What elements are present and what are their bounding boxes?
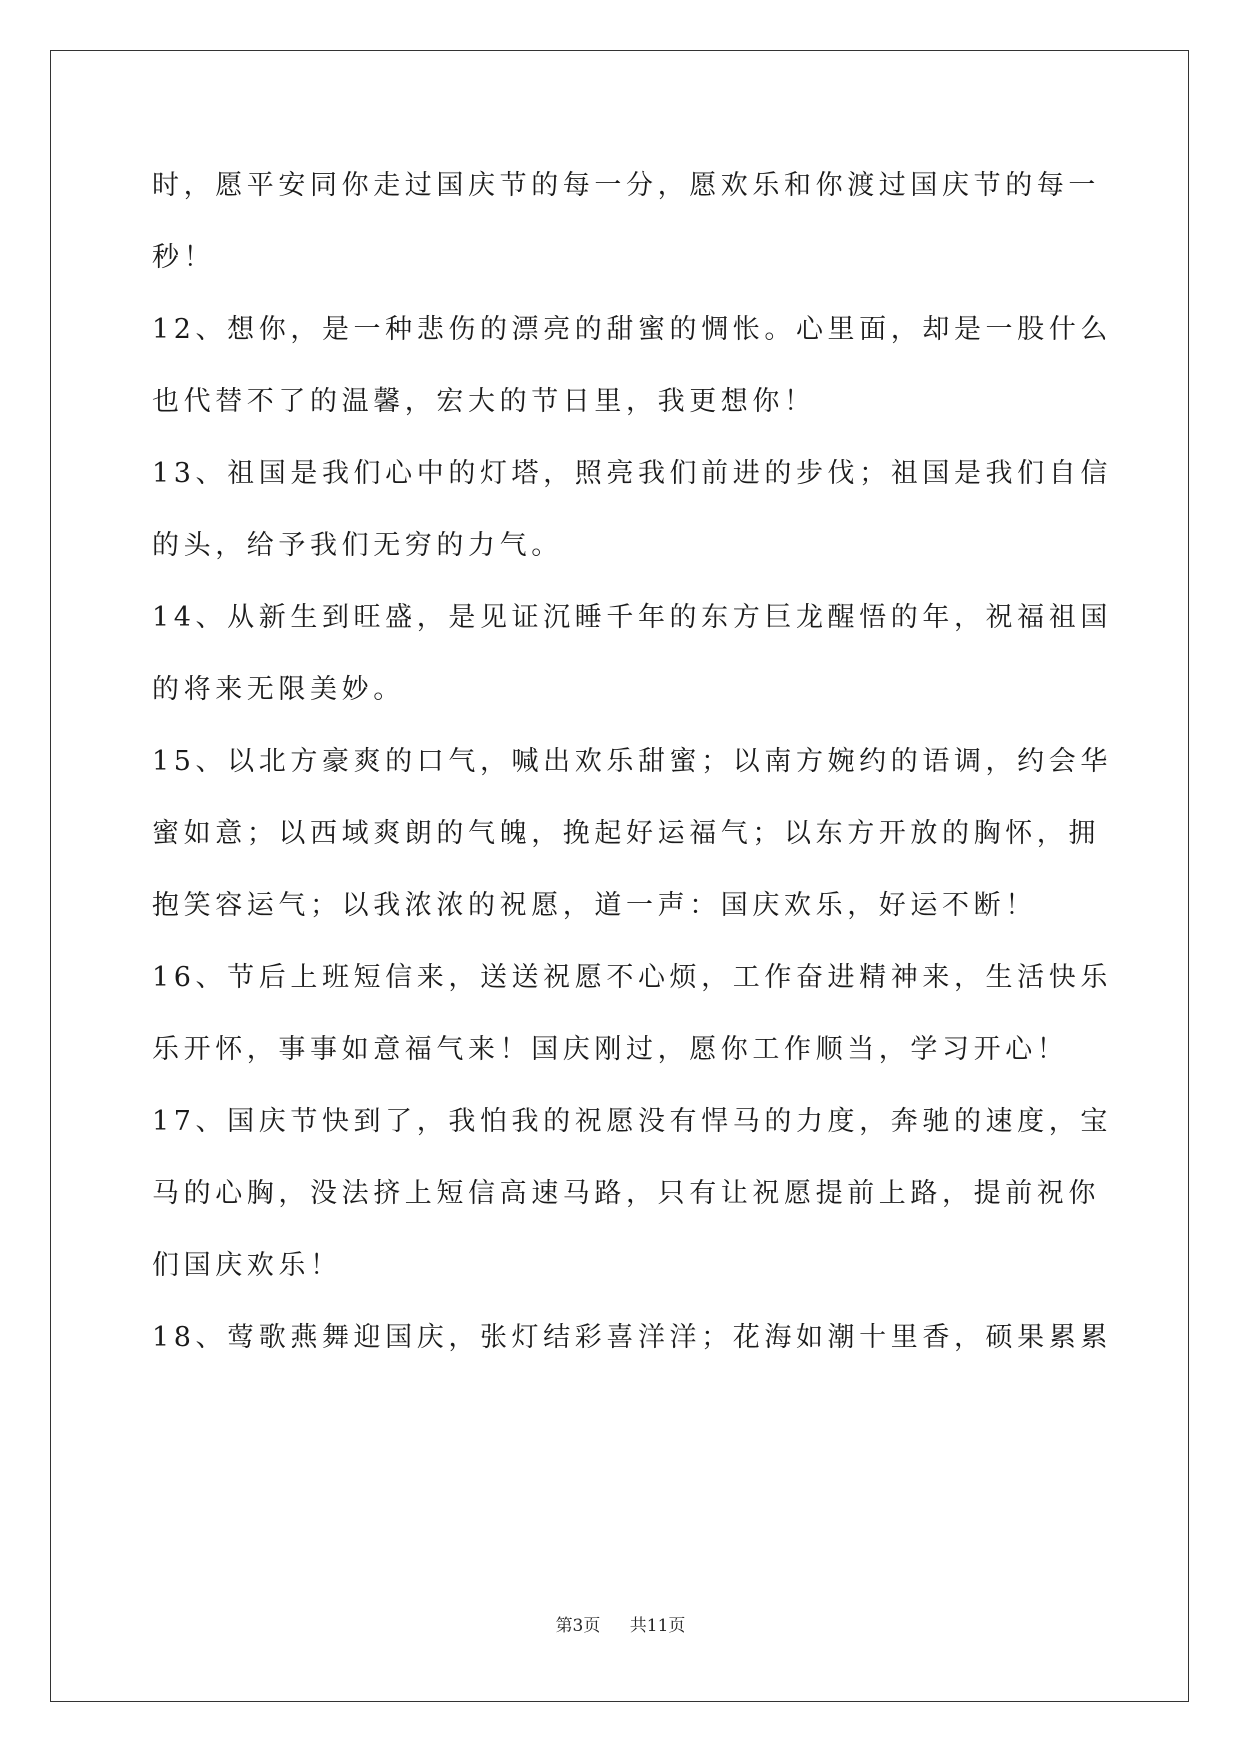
text-line: 也代替不了的温馨，宏大的节日里，我更想你！ — [152, 386, 816, 417]
text-line: 18、莺歌燕舞迎国庆，张灯结彩喜洋洋；花海如潮十里香，硕果累累 — [152, 1322, 1112, 1353]
text-line: 马的心胸，没法挤上短信高速马路，只有让祝愿提前上路，提前祝你 — [152, 1178, 1100, 1209]
text-line: 13、祖国是我们心中的灯塔，照亮我们前进的步伐；祖国是我们自信 — [152, 458, 1112, 489]
text-line: 15、以北方豪爽的口气，喊出欢乐甜蜜；以南方婉约的语调，约会华 — [152, 746, 1112, 777]
text-line: 抱笑容运气；以我浓浓的祝愿，道一声：国庆欢乐，好运不断！ — [152, 890, 1037, 921]
text-line: 时，愿平安同你走过国庆节的每一分，愿欢乐和你渡过国庆节的每一 — [152, 170, 1100, 201]
text-line: 17、国庆节快到了，我怕我的祝愿没有悍马的力度，奔驰的速度，宝 — [152, 1106, 1112, 1137]
text-line: 的头，给予我们无穷的力气。 — [152, 530, 563, 561]
page-footer — [0, 1611, 1241, 1636]
text-line: 14、从新生到旺盛，是见证沉睡千年的东方巨龙醒悟的年，祝福祖国 — [152, 602, 1112, 633]
document-body — [152, 150, 1112, 1374]
page-number-total: 共11页 — [629, 1616, 686, 1636]
text-line: 们国庆欢乐！ — [152, 1250, 342, 1281]
text-line: 12、想你，是一种悲伤的漂亮的甜蜜的惆怅。心里面，却是一股什么 — [152, 314, 1112, 345]
text-line: 的将来无限美妙。 — [152, 674, 405, 705]
text-line: 16、节后上班短信来，送送祝愿不心烦，工作奋进精神来，生活快乐 — [152, 962, 1112, 993]
text-line: 蜜如意；以西域爽朗的气魄，挽起好运福气；以东方开放的胸怀，拥 — [152, 818, 1100, 849]
text-line: 秒！ — [152, 242, 216, 273]
page-number-current: 第3页 — [555, 1616, 601, 1636]
text-line: 乐开怀，事事如意福气来！国庆刚过，愿你工作顺当，学习开心！ — [152, 1034, 1069, 1065]
